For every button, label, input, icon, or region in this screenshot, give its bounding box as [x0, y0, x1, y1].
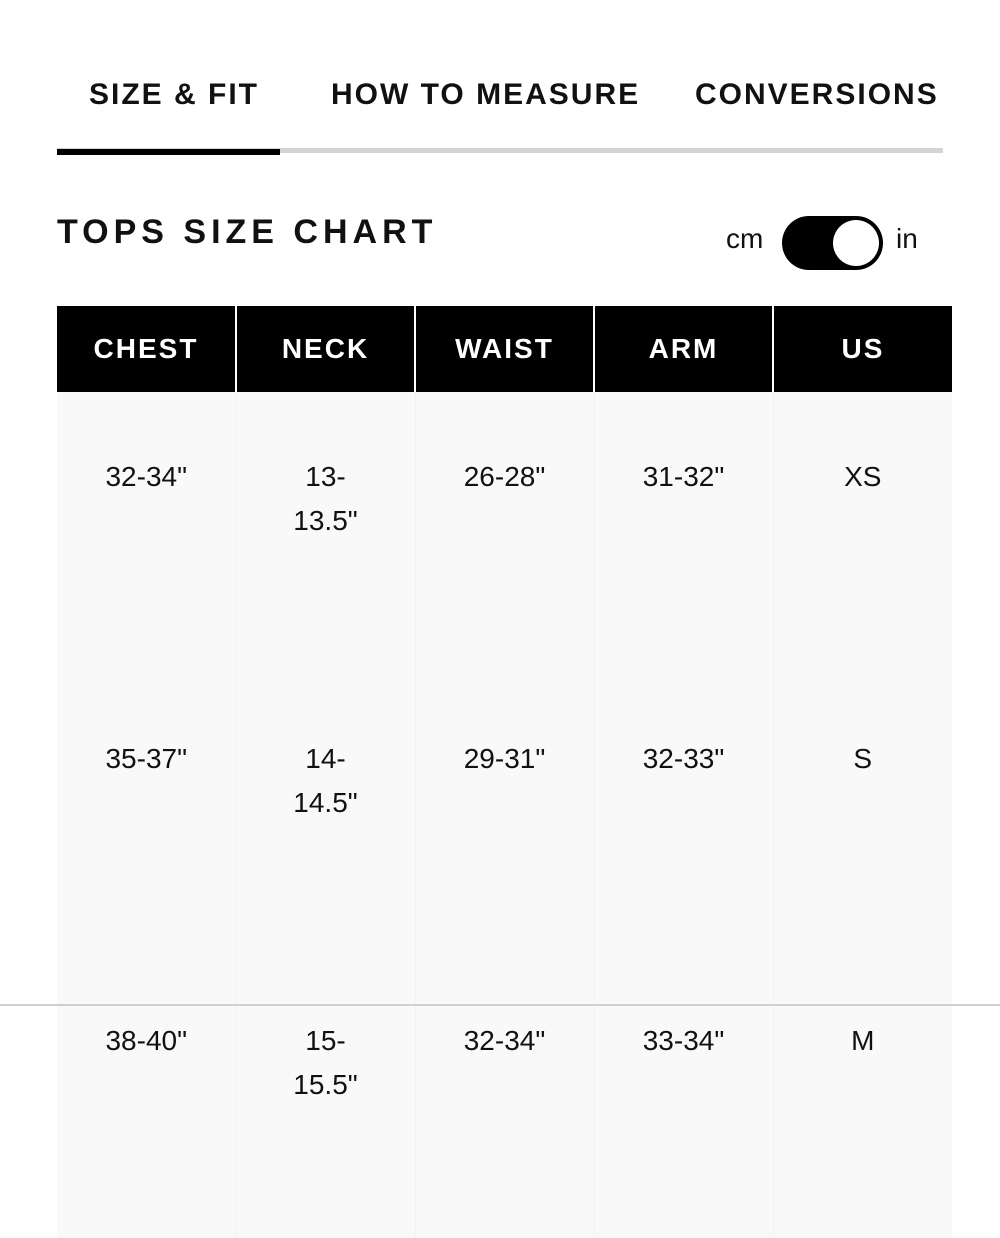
us-size-cell: M — [773, 956, 952, 1238]
unit-toggle — [722, 213, 932, 271]
active-tab-indicator — [57, 149, 280, 155]
header-waist: WAIST — [415, 306, 594, 392]
table-row — [57, 392, 952, 674]
header-arm: ARM — [594, 306, 773, 392]
bottom-divider — [0, 1004, 1000, 1006]
chest-cell: 32-34" — [57, 392, 236, 674]
neck-cell: 14-14.5" — [236, 674, 415, 956]
neck-cell: 13-13.5" — [236, 392, 415, 674]
unit-in-label[interactable]: in — [896, 223, 918, 254]
us-size-cell: XS — [773, 392, 952, 674]
waist-cell: 26-28" — [415, 392, 594, 674]
neck-cell: 15-15.5" — [236, 956, 415, 1238]
arm-cell: 33-34" — [594, 956, 773, 1238]
tab-conversions[interactable]: CONVERSIONS — [695, 78, 939, 111]
chest-cell: 38-40" — [57, 956, 236, 1238]
size-guide-tabs — [57, 0, 943, 156]
header-chest: CHEST — [57, 306, 236, 392]
size-chart-table — [57, 306, 952, 1238]
tab-how-to-measure[interactable]: HOW TO MEASURE — [331, 78, 641, 111]
unit-switch[interactable] — [782, 216, 883, 270]
table-header-row — [57, 306, 952, 392]
chart-title: TOPS SIZE CHART — [57, 213, 438, 251]
chest-cell: 35-37" — [57, 674, 236, 956]
waist-cell: 32-34" — [415, 956, 594, 1238]
arm-cell: 31-32" — [594, 392, 773, 674]
header-neck: NECK — [236, 306, 415, 392]
arm-cell: 32-33" — [594, 674, 773, 956]
waist-cell: 29-31" — [415, 674, 594, 956]
table-row — [57, 674, 952, 956]
switch-knob — [833, 220, 879, 266]
tab-size-and-fit[interactable]: SIZE & FIT — [89, 78, 259, 111]
header-us: US — [773, 306, 952, 392]
unit-cm-label[interactable]: cm — [726, 223, 764, 254]
us-size-cell: S — [773, 674, 952, 956]
table-row — [57, 956, 952, 1238]
